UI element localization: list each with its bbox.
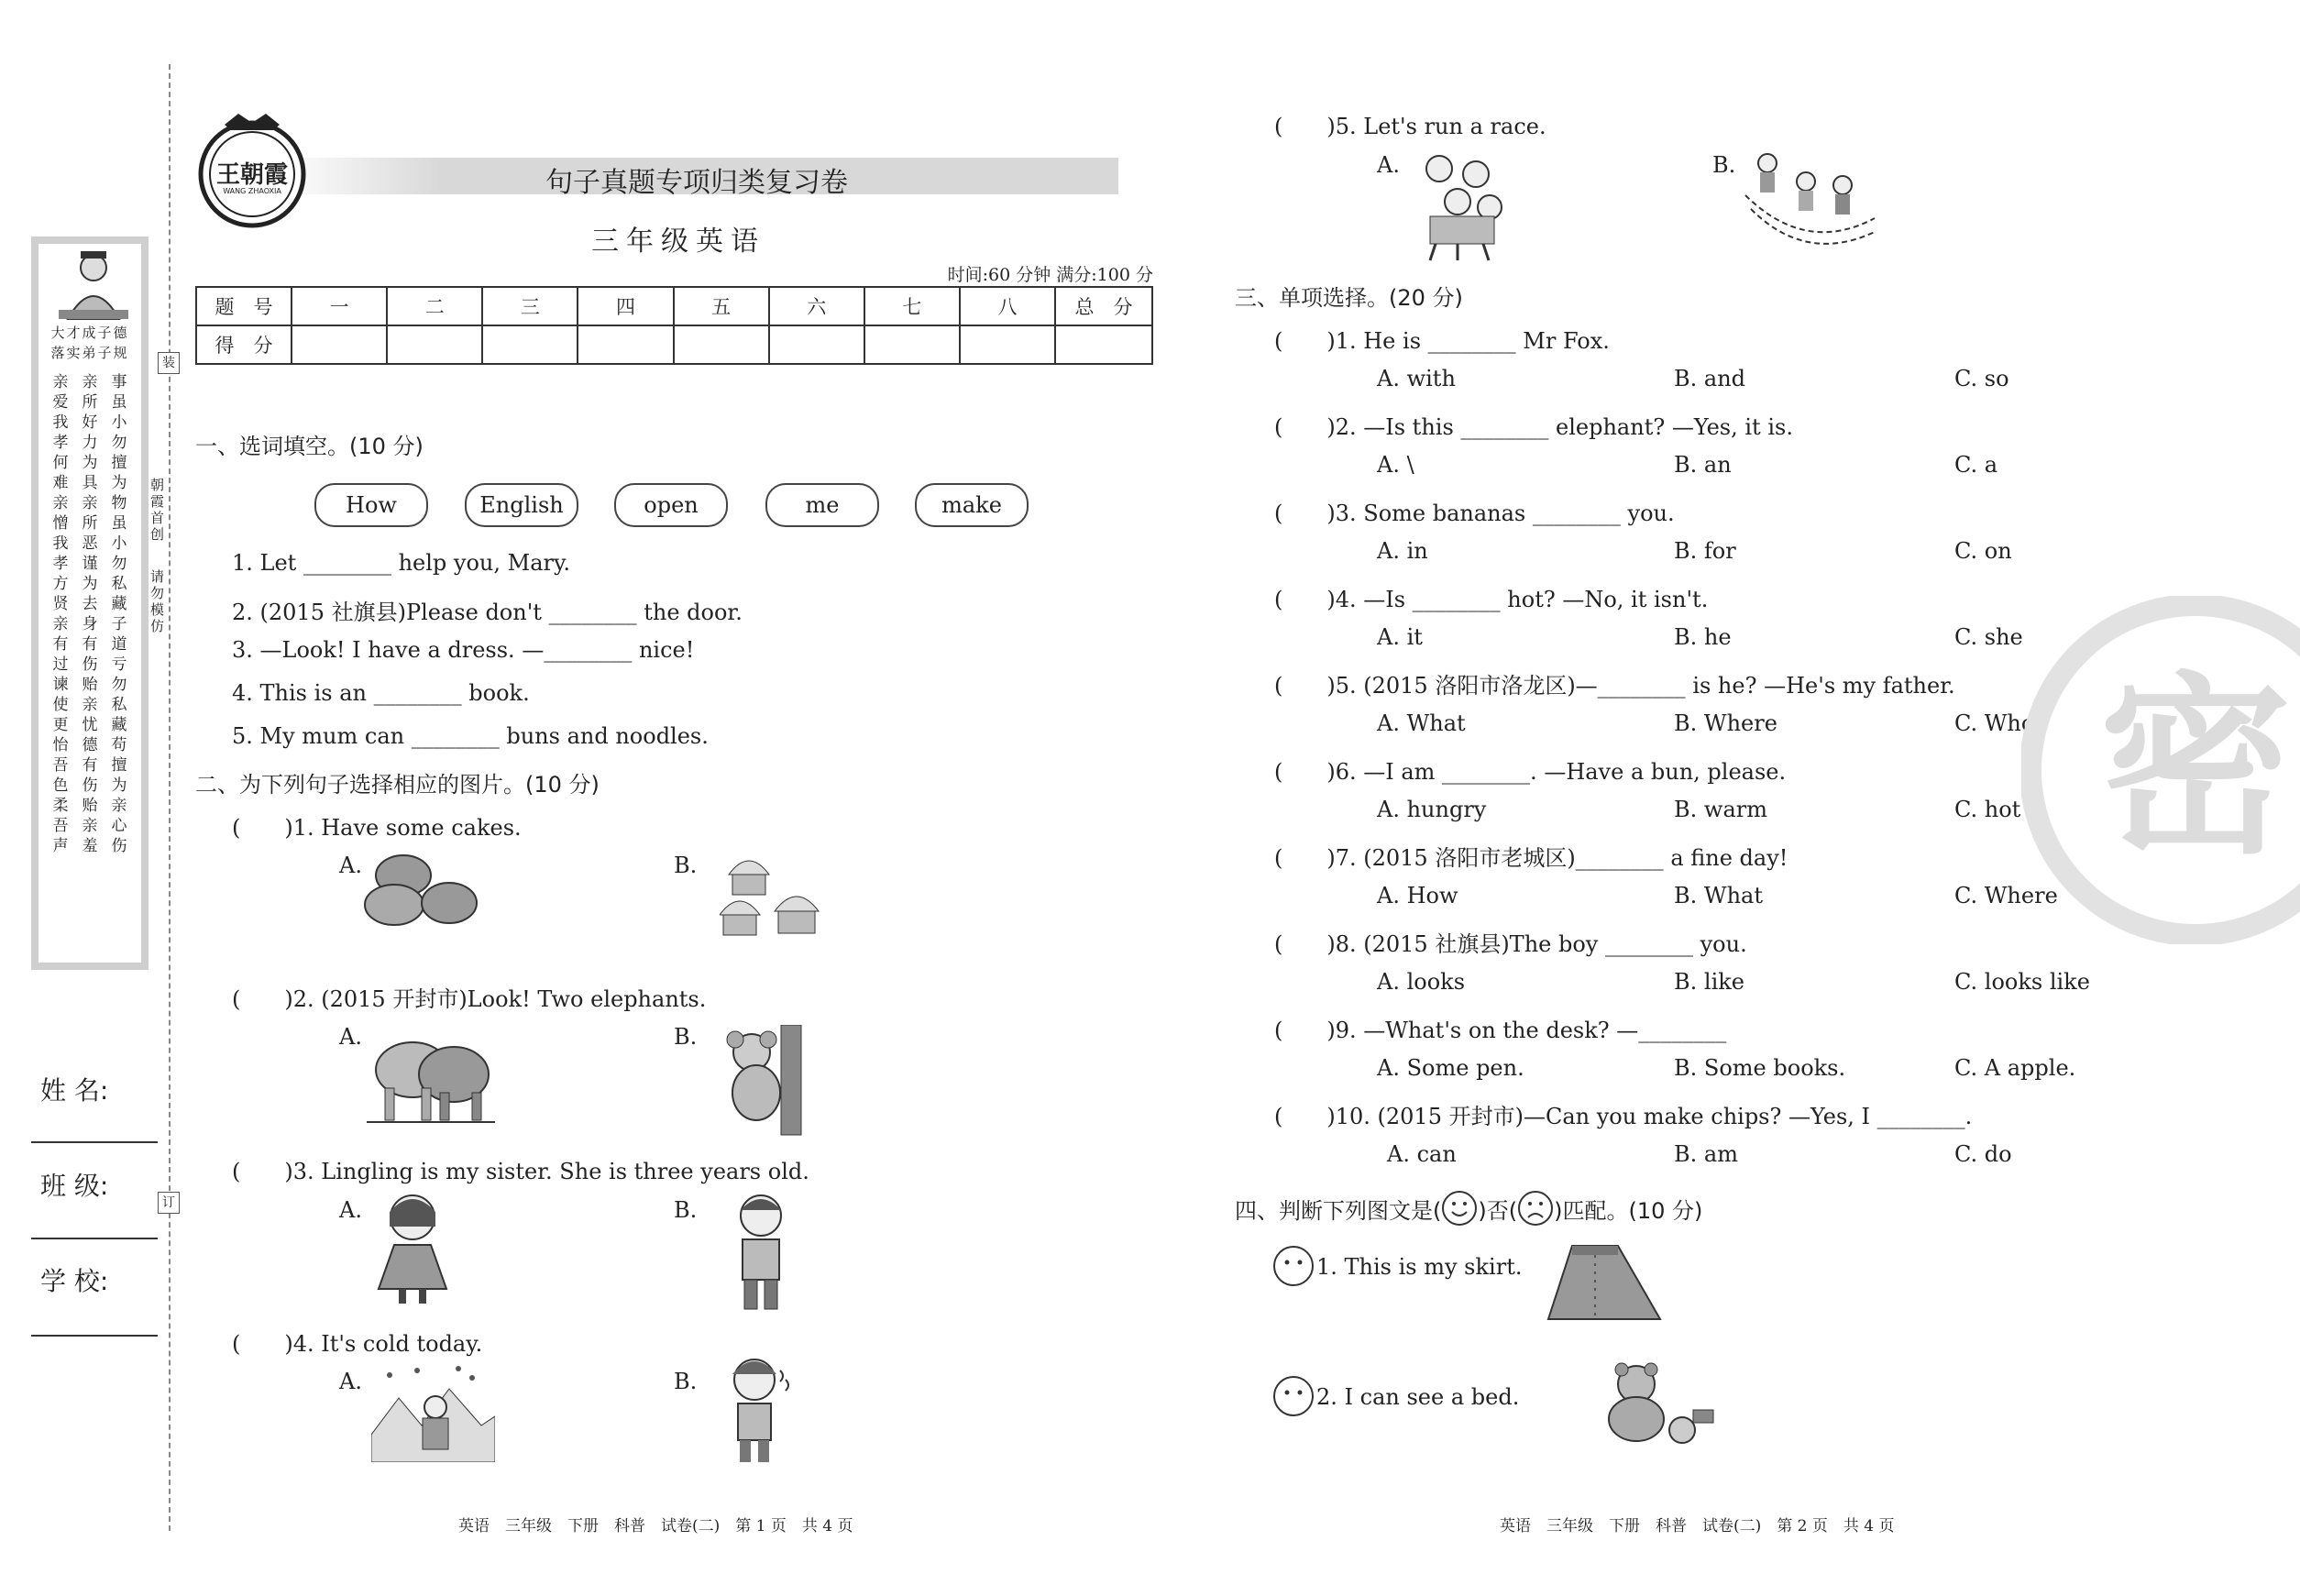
fill-question: 1. Let ________ help you, Mary. bbox=[232, 550, 570, 576]
option-b-label: B. bbox=[674, 853, 698, 878]
sidebar-motto-2: 落实弟子规 bbox=[50, 345, 129, 361]
choice-option-b[interactable]: B. and bbox=[1674, 366, 1746, 391]
score-header-cell: 一 bbox=[292, 287, 387, 325]
choice-question: ( )4. —Is ________ hot? —No, it isn't. bbox=[1274, 587, 1709, 612]
choice-option-a[interactable]: A. can bbox=[1387, 1141, 1457, 1167]
picture-question: ( )3. Lingling is my sister. She is three years old. bbox=[232, 1159, 809, 1184]
exam-subtitle: 三年级英语 bbox=[591, 226, 765, 258]
choice-option-a[interactable]: A. with bbox=[1377, 366, 1456, 391]
score-cell[interactable] bbox=[578, 325, 673, 364]
score-cell[interactable] bbox=[292, 325, 387, 364]
choice-question: ( )1. He is ________ Mr Fox. bbox=[1274, 328, 1610, 354]
name-field[interactable] bbox=[31, 1141, 158, 1143]
score-header-cell: 四 bbox=[578, 287, 673, 325]
picture-question: ( )5. Let's run a race. bbox=[1274, 114, 1546, 139]
score-table bbox=[195, 286, 1153, 365]
choice-option-b[interactable]: B. for bbox=[1674, 538, 1736, 564]
section1-heading: 一、选词填空。(10 分) bbox=[195, 434, 424, 459]
choice-option-c[interactable]: C. Who bbox=[1954, 710, 2035, 736]
choice-question: ( )6. —I am ________. —Have a bun, please. bbox=[1274, 759, 1787, 785]
score-header-cell: 五 bbox=[674, 287, 769, 325]
score-cell[interactable] bbox=[482, 325, 578, 364]
answer-face-icon[interactable] bbox=[1272, 1375, 1315, 1417]
choice-option-c[interactable]: C. so bbox=[1954, 366, 2009, 391]
score-cell[interactable] bbox=[674, 325, 769, 364]
exam-title: 句子真题专项归类复习卷 bbox=[545, 167, 848, 199]
word-cloud: open bbox=[614, 483, 728, 527]
binding-text-2: 请勿模仿 bbox=[150, 568, 165, 634]
cupcakes-picture bbox=[720, 842, 830, 942]
smile-face-icon bbox=[1441, 1190, 1478, 1227]
choice-question: ( )7. (2015 洛阳市老城区)________ a fine day! bbox=[1274, 845, 1788, 871]
score-cell[interactable] bbox=[864, 325, 960, 364]
girl-picture bbox=[371, 1190, 454, 1309]
score-header-cell: 八 bbox=[960, 287, 1055, 325]
picture-question: ( )2. (2015 开封市)Look! Two elephants. bbox=[232, 986, 707, 1012]
choice-option-c[interactable]: C. do bbox=[1954, 1141, 2012, 1167]
score-header-cell: 二 bbox=[387, 287, 482, 325]
word-cloud: me bbox=[765, 483, 879, 527]
choice-option-c[interactable]: C. looks like bbox=[1954, 969, 2090, 995]
binding-seal-1: 装 bbox=[158, 352, 180, 374]
sidebar-motto-panel bbox=[31, 237, 149, 970]
choice-option-c[interactable]: C. hot bbox=[1954, 797, 2021, 822]
sidebar-poem-col-2: 亲所好力为具亲所恶谨为去身有伤贻亲忧德有伤贻亲羞 bbox=[82, 373, 98, 855]
section4-heading-post: )匹配。(10 分) bbox=[1554, 1197, 1703, 1224]
section2-heading: 二、为下列句子选择相应的图片。(10 分) bbox=[195, 772, 600, 798]
choice-option-c[interactable]: C. she bbox=[1954, 624, 2023, 650]
choice-option-a[interactable]: A. \ bbox=[1377, 452, 1414, 478]
hot-boy-picture bbox=[720, 1352, 793, 1466]
footer-right: 英语 三年级 下册 科普 试卷(二) 第 2 页 共 4 页 bbox=[1500, 1517, 1895, 1535]
fill-question: 3. —Look! I have a dress. —________ nice! bbox=[232, 637, 695, 663]
choice-option-b[interactable]: B. he bbox=[1674, 624, 1732, 650]
choice-option-a[interactable]: A. Some pen. bbox=[1377, 1055, 1524, 1081]
choice-option-a[interactable]: A. looks bbox=[1377, 969, 1466, 995]
watermark-seal bbox=[2021, 596, 2300, 944]
option-b-label: B. bbox=[674, 1024, 698, 1050]
option-b-label: B. bbox=[1712, 152, 1736, 178]
choice-option-c[interactable]: C. Where bbox=[1954, 883, 2058, 908]
picture-question: ( )1. Have some cakes. bbox=[232, 815, 522, 841]
choice-option-b[interactable]: B. like bbox=[1674, 969, 1744, 995]
elephants-picture bbox=[367, 1029, 495, 1129]
school-field[interactable] bbox=[31, 1335, 158, 1337]
school-label: 学 校: bbox=[40, 1266, 109, 1296]
sidebar-motto-1: 大才成子德 bbox=[50, 325, 129, 341]
snowy-day-picture bbox=[371, 1361, 495, 1462]
choice-option-b[interactable]: B. Some books. bbox=[1674, 1055, 1846, 1081]
score-table-header-row bbox=[196, 287, 1152, 325]
match-question: 1. This is my skirt. bbox=[1316, 1254, 1523, 1280]
binding-seal-2: 订 bbox=[158, 1192, 180, 1214]
choice-option-c[interactable]: C. A apple. bbox=[1954, 1055, 2076, 1081]
choice-question: ( )9. —What's on the desk? —________ bbox=[1274, 1018, 1727, 1043]
option-a-label: A. bbox=[339, 1197, 362, 1223]
score-header-cell: 总 分 bbox=[1055, 287, 1152, 325]
class-field[interactable] bbox=[31, 1238, 158, 1239]
choice-option-b[interactable]: B. am bbox=[1674, 1141, 1738, 1167]
word-cloud: English bbox=[465, 483, 578, 527]
choice-option-b[interactable]: B. warm bbox=[1674, 797, 1767, 822]
choice-option-a[interactable]: A. hungry bbox=[1377, 797, 1487, 822]
option-b-label: B. bbox=[674, 1369, 698, 1394]
logo-text: 王朝霞 bbox=[215, 161, 288, 189]
toys-picture bbox=[1590, 1357, 1719, 1458]
score-row-label: 得 分 bbox=[196, 325, 292, 364]
fill-question: 4. This is an ________ book. bbox=[232, 680, 530, 706]
section3-heading: 三、单项选择。(20 分) bbox=[1235, 285, 1463, 311]
children-group-picture bbox=[1412, 147, 1513, 264]
section4-heading-mid: )否( bbox=[1478, 1197, 1518, 1224]
choice-question: ( )5. (2015 洛阳市洛龙区)—________ is he? —He's my father. bbox=[1274, 673, 1955, 699]
section4-heading bbox=[1235, 1190, 1702, 1227]
choice-question: ( )10. (2015 开封市)—Can you make chips? —Yes, I ________. bbox=[1274, 1104, 1973, 1129]
score-header-cell: 六 bbox=[769, 287, 864, 325]
fill-question: 5. My mum can ________ buns and noodles. bbox=[232, 723, 709, 749]
scholar-illustration bbox=[50, 246, 138, 328]
binding-line bbox=[169, 64, 171, 1531]
koala-picture bbox=[715, 1025, 816, 1139]
score-header-cell: 七 bbox=[864, 287, 960, 325]
choice-question: ( )8. (2015 社旗县)The boy ________ you. bbox=[1274, 931, 1747, 957]
choice-option-b[interactable]: B. Where bbox=[1674, 710, 1777, 736]
time-info: 时间:60 分钟 满分:100 分 bbox=[947, 265, 1153, 285]
choice-question: ( )3. Some bananas ________ you. bbox=[1274, 501, 1675, 526]
fill-question: 2. (2015 社旗县)Please don't ________ the door. bbox=[232, 600, 743, 625]
race-picture bbox=[1742, 145, 1879, 259]
score-cell[interactable] bbox=[387, 325, 482, 364]
option-a-label: A. bbox=[339, 1024, 362, 1050]
score-cell[interactable] bbox=[769, 325, 864, 364]
name-label: 姓 名: bbox=[40, 1075, 109, 1106]
option-a-label: A. bbox=[339, 853, 362, 878]
choice-option-a[interactable]: A. How bbox=[1377, 883, 1458, 908]
binding-text-1: 朝霞首创 bbox=[150, 477, 165, 543]
section4-heading-pre: 四、判断下列图文是( bbox=[1235, 1197, 1442, 1224]
score-table-score-row bbox=[196, 325, 1152, 364]
class-label: 班 级: bbox=[40, 1171, 109, 1201]
choice-option-a[interactable]: A. it bbox=[1377, 624, 1423, 650]
option-a-label: A. bbox=[339, 1369, 362, 1394]
choice-option-b[interactable]: B. What bbox=[1674, 883, 1763, 908]
answer-face-icon[interactable] bbox=[1272, 1245, 1315, 1287]
footer-left: 英语 三年级 下册 科普 试卷(二) 第 1 页 共 4 页 bbox=[458, 1517, 853, 1535]
boy-picture bbox=[724, 1190, 798, 1313]
sidebar-poem-col-3: 事虽小勿擅为物虽小勿私藏子道亏勿私藏苟擅为亲心伤 bbox=[111, 373, 127, 855]
choice-question: ( )2. —Is this ________ elephant? —Yes, it is. bbox=[1274, 414, 1793, 440]
option-b-label: B. bbox=[674, 1197, 698, 1223]
choice-option-c[interactable]: C. on bbox=[1954, 538, 2012, 564]
svg-text:密: 密 bbox=[2098, 655, 2293, 880]
sad-face-icon bbox=[1517, 1190, 1554, 1227]
eggs-picture bbox=[362, 848, 490, 930]
score-header-cell: 题 号 bbox=[196, 287, 292, 325]
word-cloud: make bbox=[915, 483, 1029, 527]
skirt-picture bbox=[1545, 1242, 1664, 1325]
picture-question: ( )4. It's cold today. bbox=[232, 1331, 483, 1357]
score-header-cell: 三 bbox=[482, 287, 578, 325]
logo-caption: WANG ZHAOXIA bbox=[223, 187, 281, 195]
sidebar-poem-col-1: 亲爱我孝何难亲憎我孝方贤亲有过谏使更怡吾色柔吾声 bbox=[52, 373, 69, 855]
choice-option-b[interactable]: B. an bbox=[1674, 452, 1732, 478]
option-a-label: A. bbox=[1377, 152, 1400, 178]
score-cell[interactable] bbox=[1055, 325, 1152, 364]
score-cell[interactable] bbox=[960, 325, 1055, 364]
word-cloud: How bbox=[314, 483, 428, 527]
match-question: 2. I can see a bed. bbox=[1316, 1384, 1520, 1410]
choice-option-a[interactable]: A. in bbox=[1377, 538, 1428, 564]
choice-option-c[interactable]: C. a bbox=[1954, 452, 1998, 478]
choice-option-a[interactable]: A. What bbox=[1377, 710, 1466, 736]
